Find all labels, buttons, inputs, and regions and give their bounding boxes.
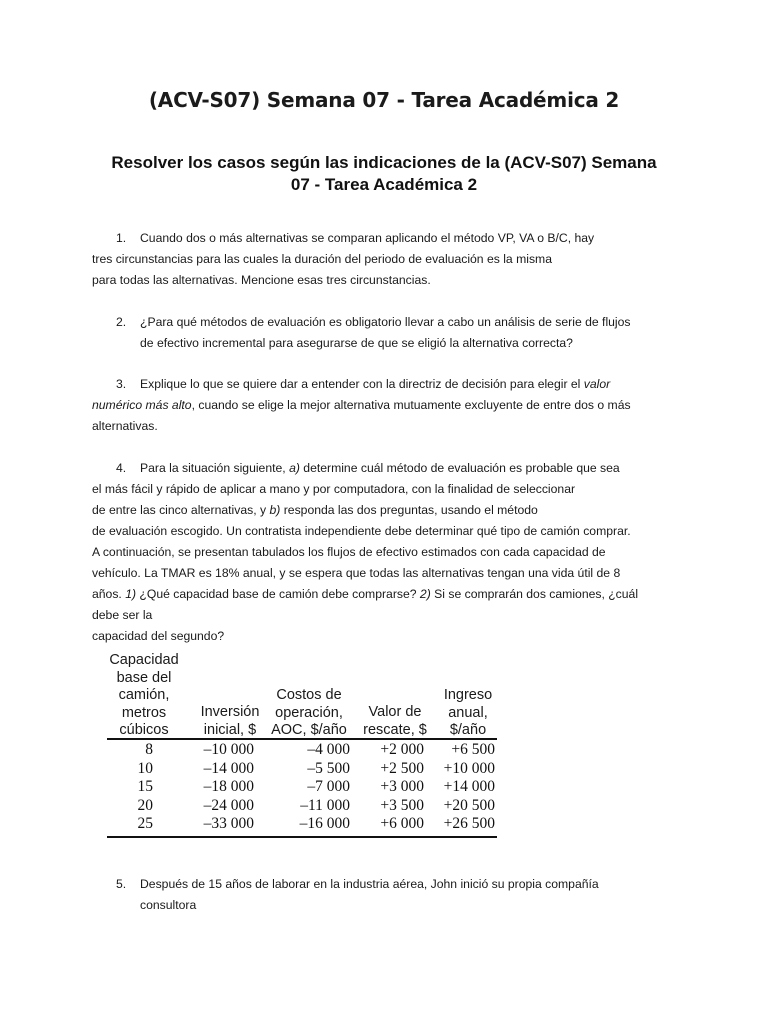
table-cell: 25	[137, 815, 153, 832]
question-4-line-1	[116, 461, 620, 475]
header-text: inicial, $	[203, 721, 257, 738]
question-4-line-7	[92, 587, 638, 601]
header-text: AOC, $/año	[271, 722, 347, 738]
question-5-line-2: consultora	[140, 898, 197, 912]
header-text: Capacidad	[109, 652, 179, 668]
question-4-line-2: el más fácil y rápido de aplicar a mano y por computadora, con la finalidad de seleccionar	[92, 482, 576, 496]
table-cell: –16 000	[299, 815, 350, 832]
table-cell: –4 000	[307, 741, 350, 758]
question-2-line-2: de efectivo incremental para asegurarse de que se eligió la alternativa correcta?	[140, 336, 573, 350]
table-cell: –11 000	[300, 796, 350, 814]
question-1-line-1	[116, 231, 594, 245]
question-4-line-4: de evaluación escogido. Un contratista independiente debe determinar qué tipo de camión comprar.	[92, 524, 631, 538]
header-text: Valor de	[368, 704, 422, 720]
table-cell: 10	[137, 759, 153, 777]
header-text: operación,	[275, 704, 343, 721]
question-3-line-3: alternativas.	[92, 419, 158, 433]
cash-flow-table	[107, 652, 497, 838]
question-4-line-3	[92, 503, 538, 517]
table-cell: 15	[137, 778, 153, 795]
table-cell: +3 000	[380, 778, 424, 795]
table-cell: +14 000	[443, 778, 495, 795]
question-3-line-1	[116, 377, 610, 391]
table-cell: +2 000	[380, 741, 424, 758]
header-text: cúbicos	[119, 722, 169, 738]
question-2-number: 2.	[116, 315, 127, 329]
question-4-line-5: A continuación, se presentan tabulados los flujos de efectivo estimados con cada capacidad de	[92, 545, 606, 559]
header-text: metros	[121, 704, 167, 721]
question-1-text: Cuando dos o más alternativas se comparan aplicando el método VP, VA o B/C, hay	[140, 231, 595, 245]
question-5-line-1	[116, 877, 599, 891]
question-1-line-3: para todas las alternativas. Mencione esas tres circunstancias.	[92, 273, 431, 287]
table-cell: +6 500	[451, 741, 495, 758]
question-4-text-d: responda las dos preguntas, usando el método	[280, 503, 538, 517]
question-4-text-f: ¿Qué capacidad base de camión debe comprarse?	[136, 587, 420, 601]
subtitle-line-2: 07 - Tarea Académica 2	[290, 175, 478, 194]
table-cell: +26 500	[443, 815, 495, 832]
question-1-number: 1.	[116, 231, 127, 245]
table-cell: +3 500	[380, 796, 424, 814]
table-header-revenue	[435, 687, 501, 740]
table-cell: +2 500	[380, 759, 424, 777]
question-4-text-g: Si se comprarán dos camiones, ¿cuál	[430, 587, 639, 601]
question-4-text: Para la situación siguiente,	[140, 461, 290, 475]
question-4-part-2: 2)	[419, 587, 431, 601]
table-header-operating-costs	[263, 687, 355, 740]
table-cell: –18 000	[203, 778, 254, 795]
table-cell: 8	[145, 741, 153, 758]
question-4-part-b: b)	[269, 503, 281, 517]
table-cell: –33 000	[203, 815, 254, 832]
question-4-number: 4.	[116, 461, 127, 475]
header-text: Ingreso	[443, 687, 493, 703]
table-cell: –24 000	[203, 796, 254, 814]
table-cell: +20 500	[443, 796, 495, 814]
question-2-text: ¿Para qué métodos de evaluación es obligatorio llevar a cabo un análisis de serie de flujos	[140, 315, 631, 329]
question-3-italic-2: numérico más alto	[92, 398, 192, 412]
subtitle-line-1: Resolver los casos según las indicaciones de la (ACV-S07) Semana	[111, 153, 657, 172]
question-4-line-8: debe ser la	[92, 608, 153, 622]
table-cell: –7 000	[307, 778, 350, 795]
question-5-text: Después de 15 años de laborar en la industria aérea, John inició su propia compañía	[140, 877, 599, 891]
question-4-text-b: determine cuál método de evaluación es probable que sea	[299, 461, 620, 475]
header-text: camión,	[118, 687, 170, 703]
header-text: $/año	[449, 722, 487, 738]
question-3-text-2: , cuando se elige la mejor alternativa mutuamente excluyente de entre dos o más	[191, 398, 631, 412]
subtitle	[82, 152, 686, 196]
table-cell: 20	[137, 796, 153, 814]
question-3-number: 3.	[116, 377, 127, 391]
question-4-line-9: capacidad del segundo?	[92, 629, 225, 643]
header-text: anual,	[448, 704, 488, 721]
question-3-italic: valor	[583, 377, 611, 391]
header-text: base del	[116, 669, 172, 686]
table-cell: –10 000	[203, 741, 254, 758]
table-cell: –5 500	[307, 759, 350, 777]
question-3-line-2	[92, 398, 631, 412]
question-4-text-e: años.	[92, 587, 126, 601]
page-title: (ACV-S07) Semana 07 - Tarea Académica 2	[148, 88, 620, 112]
table-header-salvage	[357, 704, 433, 739]
question-3-text: Explique lo que se quiere dar a entender con la directriz de decisión para elegir el	[140, 377, 584, 391]
table-header-investment	[191, 704, 269, 739]
table-cell: +6 000	[380, 815, 424, 832]
table-header-capacity	[105, 652, 183, 740]
question-2-line-1	[116, 315, 631, 329]
header-text: rescate, $	[363, 721, 427, 738]
question-4-part-a: a)	[289, 461, 300, 475]
table-bottom-rule	[107, 836, 497, 838]
question-4-part-1: 1)	[125, 587, 137, 601]
table-cell: –14 000	[203, 759, 254, 777]
table-cell: +10 000	[443, 759, 495, 777]
table-top-rule	[107, 738, 497, 740]
header-text: Inversión	[200, 704, 260, 720]
question-4-line-6: vehículo. La TMAR es 18% anual, y se espera que todas las alternativas tengan una vida útil de 8	[92, 566, 621, 580]
question-5-number: 5.	[116, 877, 127, 891]
question-4-text-c: de entre las cinco alternativas, y	[92, 503, 270, 517]
header-text: Costos de	[276, 687, 342, 703]
question-1-line-2: tres circunstancias para las cuales la duración del periodo de evaluación es la misma	[92, 252, 552, 266]
